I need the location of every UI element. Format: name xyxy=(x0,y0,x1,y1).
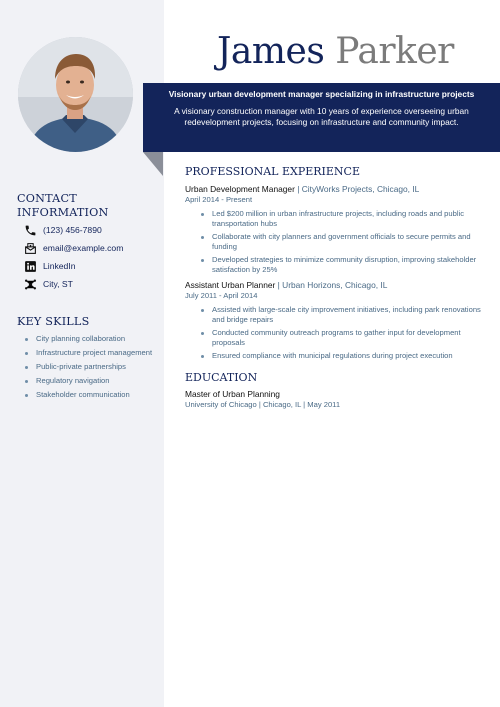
contact-heading xyxy=(17,192,109,220)
skill-item: Public-private partnerships xyxy=(23,362,163,372)
profile-photo-illustration xyxy=(18,37,133,152)
skill-item: Infrastructure project management xyxy=(23,348,163,358)
job-dates: July 2011 - April 2014 xyxy=(185,291,258,300)
contact-heading-line2: INFORMATION xyxy=(17,206,109,219)
location-text: City, ST xyxy=(43,279,73,289)
skills-heading: KEY SKILLS xyxy=(17,315,90,328)
skills-list xyxy=(23,334,163,404)
experience-section xyxy=(185,165,485,361)
linkedin-icon xyxy=(23,259,37,273)
banner-tagline: Visionary urban development manager specializing in infrastructure projects xyxy=(168,89,475,99)
job-title-line xyxy=(185,280,485,291)
skill-item: City planning collaboration xyxy=(23,334,163,344)
job-bullet: Ensured compliance with municipal regulations during project execution xyxy=(185,351,485,361)
location-network-icon xyxy=(23,277,37,291)
phone-icon xyxy=(23,223,37,237)
job-bullet: Led $200 million in urban infrastructure projects, including roads and public transportation hubs xyxy=(185,209,485,229)
job-title-line xyxy=(185,184,485,195)
job-bullet: Assisted with large-scale city improvement initiatives, including park renovations and bridge repairs xyxy=(185,305,485,325)
summary-banner xyxy=(143,83,500,152)
job-bullet: Developed strategies to minimize community disruption, improving stakeholder satisfaction by 25% xyxy=(185,255,485,275)
banner-summary: A visionary construction manager with 10 years of experience overseeing urban redevelopment projects, focusing on infrastructure and community impact. xyxy=(174,106,469,127)
contact-linkedin[interactable] xyxy=(23,257,163,275)
phone-text: (123) 456-7890 xyxy=(43,225,102,235)
email-icon xyxy=(23,241,37,255)
contact-list xyxy=(23,221,163,293)
skill-item: Regulatory navigation xyxy=(23,376,163,386)
contact-phone[interactable] xyxy=(23,221,163,239)
job-bullet: Conducted community outreach programs to gather input for development proposals xyxy=(185,328,485,348)
job-bullets xyxy=(185,209,485,275)
email-text: email@example.com xyxy=(43,243,124,253)
education-section xyxy=(185,371,485,410)
skill-item: Stakeholder communication xyxy=(23,390,163,400)
job-separator: | xyxy=(294,184,302,194)
job-bullets xyxy=(185,305,485,361)
last-name: Parker xyxy=(335,31,454,72)
contact-email[interactable] xyxy=(23,239,163,257)
job-entry xyxy=(185,184,485,275)
contact-location xyxy=(23,275,163,293)
job-dates: April 2014 - Present xyxy=(185,195,253,204)
job-entry xyxy=(185,280,485,361)
school-line: University of Chicago | Chicago, IL | May 2011 xyxy=(185,400,341,409)
profile-photo xyxy=(18,37,133,152)
job-company: CityWorks Projects, Chicago, IL xyxy=(301,184,420,194)
banner-fold-corner xyxy=(143,152,163,176)
job-company: Urban Horizons, Chicago, IL xyxy=(282,280,388,290)
job-separator: | xyxy=(275,280,283,290)
degree: Master of Urban Planning xyxy=(185,389,280,399)
experience-heading: PROFESSIONAL EXPERIENCE xyxy=(185,165,360,178)
linkedin-text: LinkedIn xyxy=(43,261,76,271)
job-title: Assistant Urban Planner xyxy=(185,280,276,290)
candidate-name xyxy=(217,30,454,74)
job-bullet: Collaborate with city planners and government officials to secure permits and funding xyxy=(185,232,485,252)
education-heading: EDUCATION xyxy=(185,371,258,384)
first-name: James xyxy=(217,31,325,72)
contact-heading-line1: CONTACT xyxy=(17,192,77,205)
job-title: Urban Development Manager xyxy=(185,184,295,194)
